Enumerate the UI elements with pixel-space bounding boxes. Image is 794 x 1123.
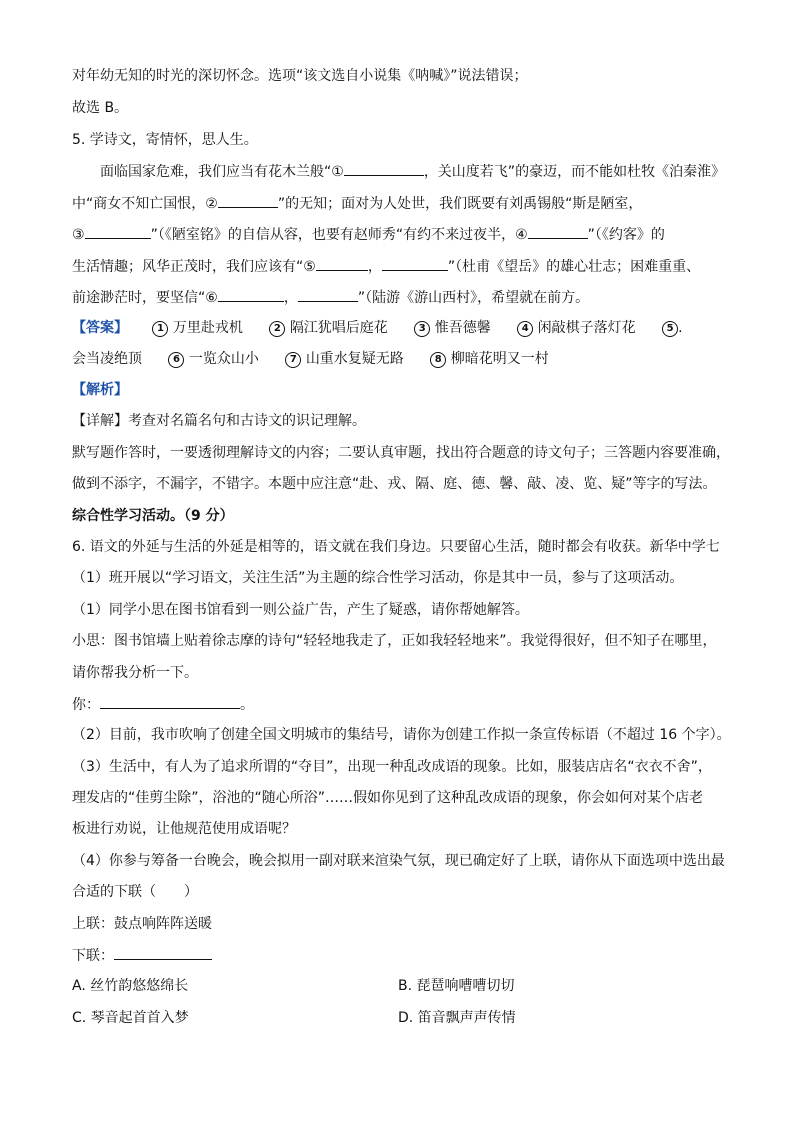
option-b: B. 琵琶响嘈嘈切切 bbox=[398, 978, 515, 994]
circled-number: 4 bbox=[517, 321, 533, 337]
subquestion-3: 板进行劝说，让他规范使用成语呢？ bbox=[72, 821, 296, 837]
option-a: A. 丝竹韵悠悠绵长 bbox=[72, 978, 189, 994]
circled-number: 5 bbox=[662, 321, 678, 337]
options-row bbox=[72, 976, 722, 996]
paragraph-line: 生活情趣；风华正茂时，我们应该有“⑤ ， ”（杜甫《望岳》的雄心壮志；困难重重、 bbox=[72, 256, 700, 277]
paragraph-line: ③ ”（《陋室铭》的自信从容，也要有赵师秀“有约不来过夜半，④ ”（《约客》的 bbox=[72, 224, 665, 245]
question-6-line: （1）班开展以“学习语文，关注生活”为主题的综合性学习活动，你是其中一员，参与了这项活动。 bbox=[72, 570, 684, 586]
circled-number: 2 bbox=[269, 321, 285, 337]
analysis-label: 【解析】 bbox=[72, 382, 128, 398]
blank-5a bbox=[316, 256, 368, 271]
paragraph-line: 面临国家危难，我们应当有花木兰般“① ，关山度若飞”的豪迈，而不能如杜牧《泊秦淮》 bbox=[100, 161, 725, 182]
subquestion-4: 合适的下联（ ） bbox=[72, 884, 198, 900]
lower-couplet: 下联： bbox=[72, 945, 212, 966]
lower-couplet-blank bbox=[114, 945, 212, 960]
explanation-line: 默写题作答时，一要透彻理解诗文的内容；二要认真审题，找出符合题意的诗文句子；三答题内容要准确， bbox=[72, 445, 730, 461]
answer-line: 【答案】 1 万里赴戎机 2 隔江犹唱后庭花 3 惟吾德馨 4 闲敲棋子落灯花 5 . bbox=[72, 320, 683, 336]
option-d: D. 笛音飘声声传情 bbox=[398, 1010, 516, 1026]
explanation-line: 做到不添字，不漏字，不错字。本题中应注意“赴、戎、隔、庭、德、馨、敲、凌、览、疑”等字的写法。 bbox=[72, 476, 717, 492]
circled-number: 1 bbox=[152, 321, 168, 337]
blank-3 bbox=[85, 224, 151, 239]
detail-line: 【详解】考查对名篇名句和古诗文的识记理解。 bbox=[72, 413, 366, 429]
text-line: 对年幼无知的时光的深切怀念。选项“该文选自小说集《呐喊》”说法错误； bbox=[72, 68, 528, 84]
question-5-title: 5. 学诗文，寄情怀，思人生。 bbox=[72, 132, 258, 148]
answer-blank-line: 你： 。 bbox=[72, 694, 254, 715]
blank-6a bbox=[218, 287, 284, 302]
subquestion-1-text: 小思：图书馆墙上贴着徐志摩的诗句“轻轻地我走了，正如我轻轻地来”。我觉得很好，但不知子在哪里， bbox=[72, 633, 717, 649]
question-6-line: 6. 语文的外延与生活的外延是相等的，语文就在我们身边。只要留心生活，随时都会有收获。新华中学七 bbox=[72, 539, 720, 555]
text-line: 故选 B。 bbox=[72, 100, 129, 116]
subquestion-4: （4）你参与筹备一台晚会，晚会拟用一副对联来渲染气氛，现已确定好了上联，请你从下面选项中选出最 bbox=[72, 853, 725, 869]
options-row bbox=[72, 1008, 722, 1028]
subquestion-1-text: 请你帮我分析一下。 bbox=[72, 665, 198, 681]
blank-5b bbox=[382, 256, 448, 271]
circled-number: 7 bbox=[285, 352, 301, 368]
circled-number: 3 bbox=[414, 321, 430, 337]
blank-4 bbox=[528, 224, 588, 239]
answer-blank bbox=[100, 694, 240, 709]
upper-couplet: 上联：鼓点响阵阵送暖 bbox=[72, 916, 212, 932]
subquestion-2: （2）目前，我市吹响了创建全国文明城市的集结号，请你为创建工作拟一条宣传标语（不超过 16 个字）。 bbox=[72, 727, 731, 743]
blank-6b bbox=[298, 287, 358, 302]
circled-number: 8 bbox=[430, 352, 446, 368]
answer-label: 【答案】 bbox=[72, 320, 128, 336]
circled-number: 6 bbox=[168, 352, 184, 368]
paragraph-line: 中“商女不知亡国恨，② ”的无知；面对为人处世，我们既要有刘禹锡般“斯是陋室， bbox=[72, 193, 642, 214]
paragraph-line: 前途渺茫时，要坚信“⑥ ， ”（陆游《游山西村》，希望就在前方。 bbox=[72, 287, 589, 308]
subquestion-3: （3）生活中，有人为了追求所谓的“夺目”，出现一种乱改成语的现象。比如，服装店店名“衣衣不舍”， bbox=[72, 759, 712, 775]
blank-2 bbox=[218, 193, 278, 208]
subquestion-1: （1）同学小思在图书馆看到一则公益广告，产生了疑惑，请你帮她解答。 bbox=[72, 602, 529, 618]
blank-1 bbox=[344, 161, 424, 176]
answer-line: 会当凌绝顶 6 一览众山小 7 山重水复疑无路 8 柳暗花明又一村 bbox=[72, 351, 549, 367]
subquestion-3: 理发店的“佳剪尘除”，浴池的“随心所浴”……假如你见到了这种乱改成语的现象，你会如何对某个店老 bbox=[72, 790, 704, 806]
section-heading: 综合性学习活动。（9 分） bbox=[72, 508, 234, 524]
option-c: C. 琴音起首首入梦 bbox=[72, 1010, 189, 1026]
